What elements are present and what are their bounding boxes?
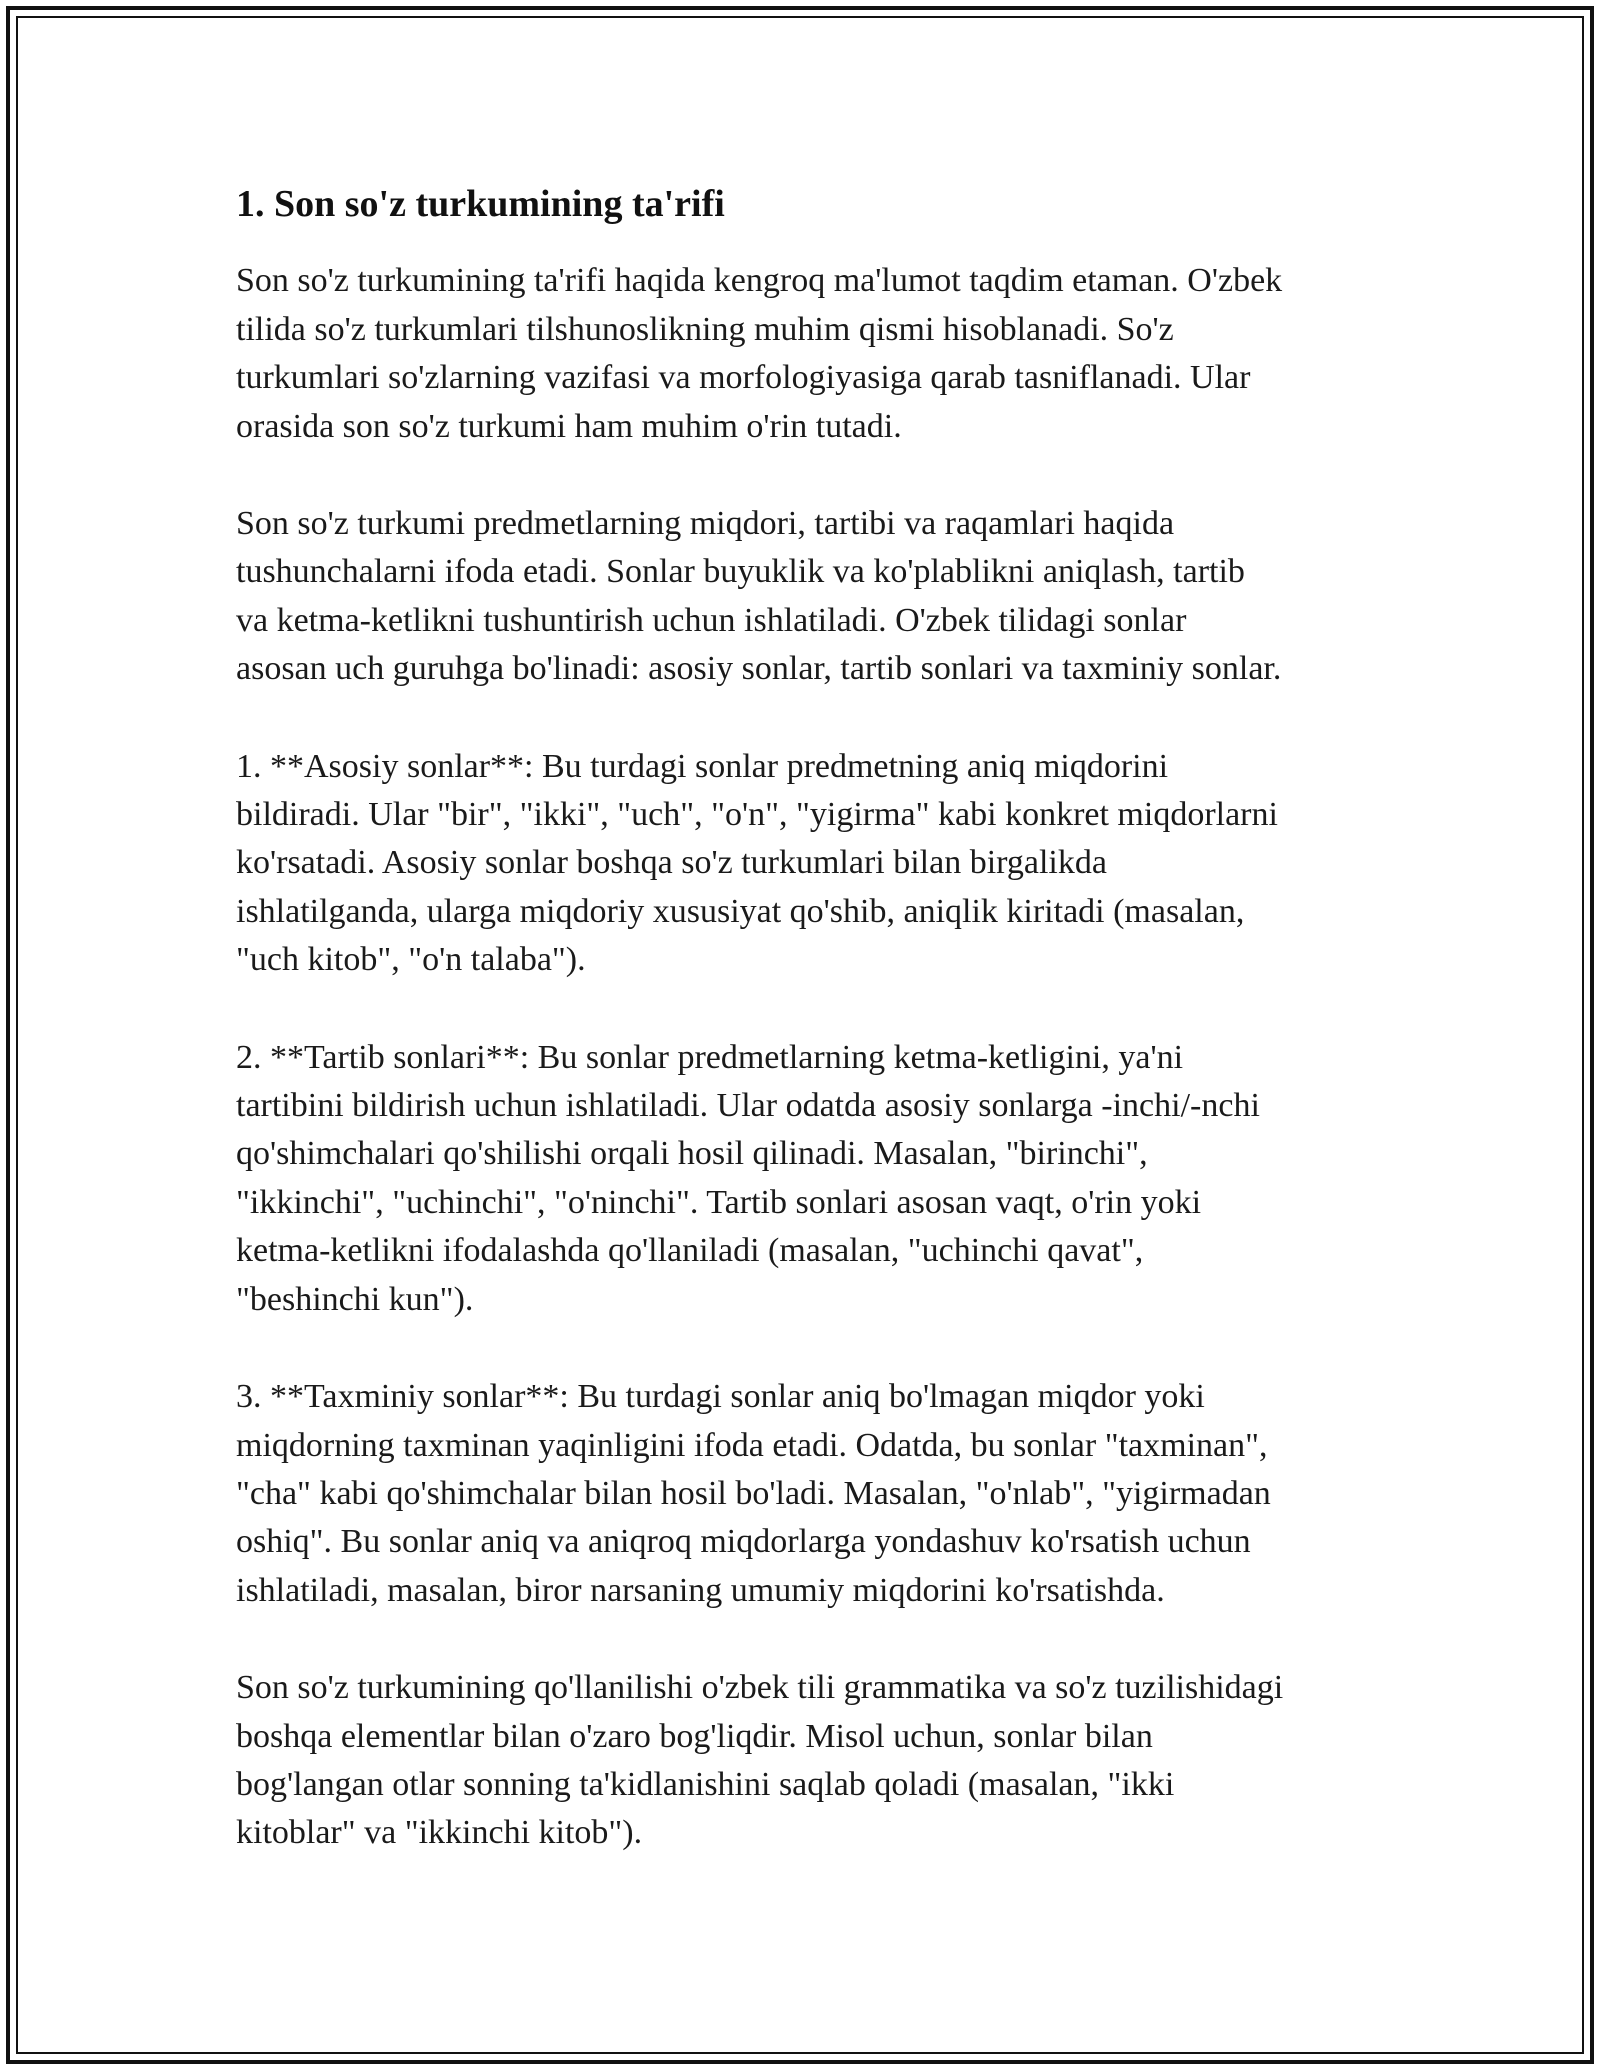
document-body — [236, 180, 1376, 1858]
paragraph-conclusion: Son so'z turkumining qo'llanilishi o'zbek tili grammatika va so'z tuzilishidagi boshqa elementlar bilan o'zaro bog'liqdir. Misol uchun, sonlar bilan bog'langan otlar sonning ta'kidlanishini saqlab qoladi (masalan, "ikki kitoblar" va "ikkinchi kitob"). — [236, 1669, 1284, 1852]
paragraph-intro: Son so'z turkumining ta'rifi haqida kengroq ma'lumot taqdim etaman. O'zbek tilida so'z turkumlari tilshunoslikning muhim qismi hisoblanadi. So'z turkumlari so'zlarning vazifasi va morfologiyasiga qarab tasniflanadi. Ular orasida son so'z turkumi ham muhim o'rin tutadi. — [236, 262, 1283, 445]
paragraph-ordinal-numbers: 2. **Tartib sonlari**: Bu sonlar predmetlarning ketma-ketligini, ya'ni tartibini bildirish uchun ishlatiladi. Ular odatda asosiy sonlarga -inchi/-nchi qo'shimchalari qo'shilishi orqali hosil qilinadi. Masalan, "birinchi", "ikkinchi", "uchinchi", "o'ninchi". Tartib sonlari asosan vaqt, o'rin yoki ketma-ketlikni ifodalashda qo'llaniladi (masalan, "uchinchi qavat", "beshinchi kun"). — [236, 1038, 1260, 1318]
section-title: 1. Son so'z turkumining ta'rifi — [236, 183, 725, 225]
paragraph-definition: Son so'z turkumi predmetlarning miqdori, tartibi va raqamlari haqida tushunchalarni ifoda etadi. Sonlar buyuklik va ko'plablikni aniqlash, tartib va ketma-ketlikni tushuntirish uchun ishlatiladi. O'zbek tilidagi sonlar asosan uch guruhga bo'linadi: asosiy sonlar, tartib sonlari va taxminiy sonlar. — [236, 505, 1282, 688]
paragraph-approximate-numbers: 3. **Taxminiy sonlar**: Bu turdagi sonlar aniq bo'lmagan miqdor yoki miqdorning taxminan yaqinligini ifoda etadi. Odatda, bu sonlar "taxminan", "cha" kabi qo'shimchalar bilan hosil bo'ladi. Masalan, "o'nlab", "yigirmadan oshiq". Bu sonlar aniq va aniqroq miqdorlarga yondashuv ko'rsatish uchun ishlatiladi, masalan, biror narsaning umumiy miqdorini ko'rsatishda. — [236, 1378, 1271, 1609]
paragraph-cardinal-numbers: 1. **Asosiy sonlar**: Bu turdagi sonlar predmetning aniq miqdorini bildiradi. Ular "bir", "ikki", "uch", "o'n", "yigirma" kabi konkret miqdorlarni ko'rsatadi. Asosiy sonlar boshqa so'z turkumlari bilan birgalikda ishlatilganda, ularga miqdoriy xususiyat qo'shib, aniqlik kiritadi (masalan, "uch kitob", "o'n talaba"). — [236, 747, 1278, 979]
